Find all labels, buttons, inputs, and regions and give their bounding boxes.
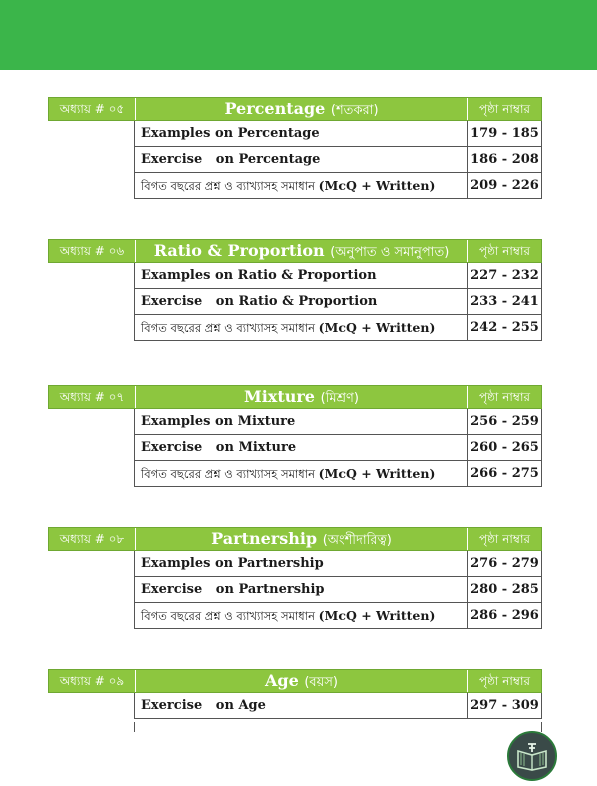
chapter-title xyxy=(136,98,468,120)
toc-row-pages: 209 - 226 xyxy=(467,173,541,198)
chapter-number: অধ্যায় # ০৬ xyxy=(49,240,136,262)
toc-row[interactable] xyxy=(134,409,542,435)
toc-row[interactable] xyxy=(134,693,542,719)
toc-row-pages: 276 - 279 xyxy=(467,551,541,576)
chapter-header xyxy=(48,385,542,409)
chapter-rows xyxy=(134,693,542,719)
chapter-rows xyxy=(134,121,542,199)
chapter-title-en: Mixture xyxy=(244,387,315,406)
toc-row-label-en: (McQ + Written) xyxy=(318,178,436,193)
chapter-title-bn: (অনুপাত ও সমানুপাত) xyxy=(330,245,450,260)
toc-row-pages: 286 - 296 xyxy=(467,603,541,628)
toc-row[interactable] xyxy=(134,551,542,577)
toc-row-pages: 186 - 208 xyxy=(467,147,541,172)
toc-row-label: Examples on Percentage xyxy=(141,126,320,141)
toc-row-pages: 233 - 241 xyxy=(467,289,541,314)
toc-row-pages: 266 - 275 xyxy=(467,461,541,486)
toc-row[interactable] xyxy=(134,461,542,487)
chapter-05 xyxy=(48,97,542,199)
toc-row-label: Examples on Ratio & Proportion xyxy=(141,268,377,283)
chapter-title xyxy=(136,386,468,408)
toc-row-label-bn: বিগত বছরের প্রশ্ন ও ব্যাখ্যাসহ সমাধান xyxy=(141,179,315,193)
chapter-title-en: Age xyxy=(265,671,299,690)
chapter-09 xyxy=(48,669,542,719)
chapter-title-en: Percentage xyxy=(224,99,326,118)
chapter-title-bn: (অংশীদারিত্ব) xyxy=(322,533,392,548)
toc-row[interactable] xyxy=(134,315,542,341)
page-number-header: পৃষ্ঠা নাম্বার xyxy=(478,102,531,116)
toc-row-label: Exercise on Mixture xyxy=(141,440,297,455)
page-number-header: পৃষ্ঠা নাম্বার xyxy=(478,244,531,258)
chapter-number: অধ্যায় # ০৮ xyxy=(49,528,136,550)
chapter-title-bn: (মিশ্রণ) xyxy=(320,391,359,406)
toc-row-label: Exercise on Ratio & Proportion xyxy=(141,294,378,309)
toc-row-pages: 227 - 232 xyxy=(467,263,541,288)
toc-row-label-bn: বিগত বছরের প্রশ্ন ও ব্যাখ্যাসহ সমাধান xyxy=(141,467,315,481)
chapter-header xyxy=(48,97,542,121)
page-number-header: পৃষ্ঠা নাম্বার xyxy=(478,674,531,688)
chapter-07 xyxy=(48,385,542,487)
chapter-rows xyxy=(134,409,542,487)
toc-row[interactable] xyxy=(134,173,542,199)
toc-row-pages: 260 - 265 xyxy=(467,435,541,460)
toc-row-label: Exercise on Age xyxy=(141,698,266,713)
toc-row-pages: 297 - 309 xyxy=(467,693,541,718)
toc-row-label xyxy=(135,461,467,486)
page-number-header: পৃষ্ঠা নাম্বার xyxy=(478,390,531,404)
toc-row-pages: 256 - 259 xyxy=(467,409,541,434)
toc-row-label-en: (McQ + Written) xyxy=(318,320,436,335)
chapter-number: অধ্যায় # ০৫ xyxy=(49,98,136,120)
toc-row-label xyxy=(135,603,467,628)
chapter-title-en: Ratio & Proportion xyxy=(153,241,325,260)
chapter-rows xyxy=(134,551,542,629)
toc-row[interactable] xyxy=(134,147,542,173)
toc-row-label-en: (McQ + Written) xyxy=(318,466,436,481)
chapter-06 xyxy=(48,239,542,341)
chapter-header xyxy=(48,527,542,551)
toc-row[interactable] xyxy=(134,577,542,603)
toc-row-label-en: (McQ + Written) xyxy=(318,608,436,623)
toc-row[interactable] xyxy=(134,263,542,289)
toc-row[interactable] xyxy=(134,289,542,315)
truncated-row xyxy=(134,722,542,732)
toc-row[interactable] xyxy=(134,121,542,147)
chapter-number: অধ্যায় # ০৭ xyxy=(49,386,136,408)
toc-row-pages: 242 - 255 xyxy=(467,315,541,340)
chapter-header xyxy=(48,239,542,263)
page-number-header: পৃষ্ঠা নাম্বার xyxy=(478,532,531,546)
toc-row-label-bn: বিগত বছরের প্রশ্ন ও ব্যাখ্যাসহ সমাধান xyxy=(141,609,315,623)
chapter-08 xyxy=(48,527,542,629)
toc-row-label-bn: বিগত বছরের প্রশ্ন ও ব্যাখ্যাসহ সমাধান xyxy=(141,321,315,335)
top-banner xyxy=(0,0,597,70)
toc-row-label: Examples on Mixture xyxy=(141,414,296,429)
toc-row-label xyxy=(135,173,467,198)
chapter-number: অধ্যায় # ০৯ xyxy=(49,670,136,692)
toc-row[interactable] xyxy=(134,603,542,629)
chapter-title-bn: (বয়স) xyxy=(304,675,338,690)
toc-row-label: Exercise on Partnership xyxy=(141,582,325,597)
chapter-title xyxy=(136,670,468,692)
chapter-title xyxy=(136,528,468,550)
chapter-rows xyxy=(134,263,542,341)
toc-row[interactable] xyxy=(134,435,542,461)
toc-row-label: Exercise on Percentage xyxy=(141,152,321,167)
chapter-title-en: Partnership xyxy=(211,529,318,548)
chapter-title-bn: (শতকরা) xyxy=(330,103,379,118)
toc-row-label xyxy=(135,315,467,340)
chapter-title xyxy=(136,240,468,262)
toc-row-pages: 280 - 285 xyxy=(467,577,541,602)
toc-row-label: Examples on Partnership xyxy=(141,556,324,571)
toc-row-pages: 179 - 185 xyxy=(467,121,541,146)
chapter-header xyxy=(48,669,542,693)
book-logo-icon xyxy=(507,731,557,781)
